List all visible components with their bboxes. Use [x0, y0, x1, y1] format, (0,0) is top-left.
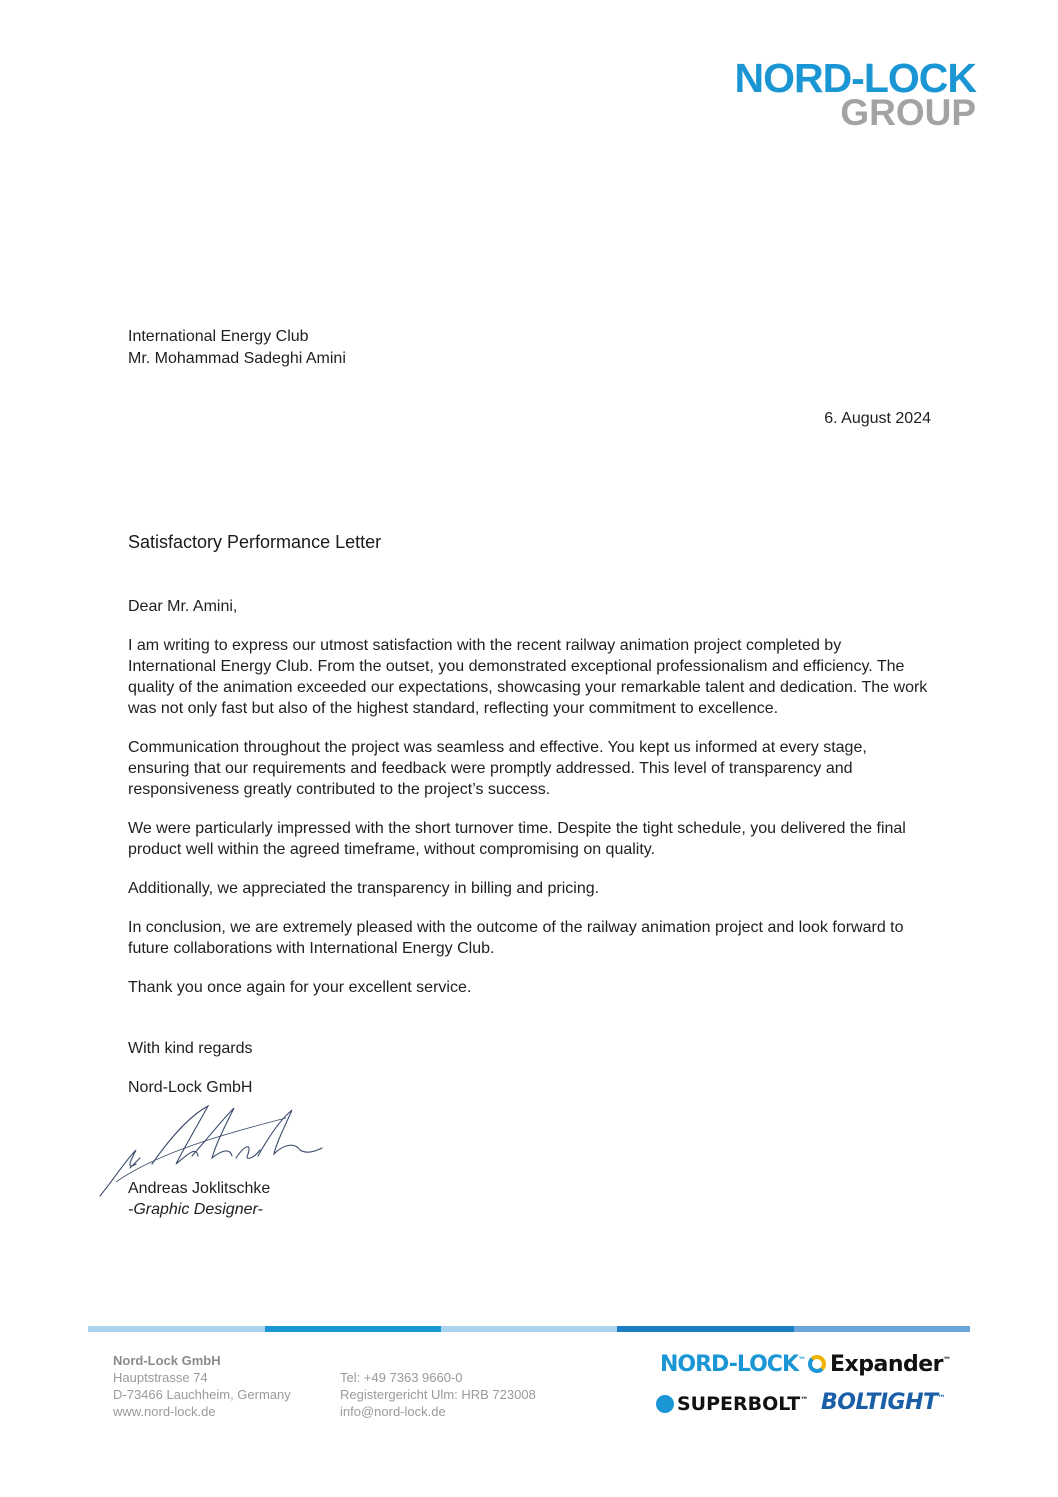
recipient-block — [128, 326, 346, 370]
brand-logo-expander — [808, 1352, 951, 1377]
footer-phone: Tel: +49 7363 9660-0 — [340, 1370, 463, 1385]
recipient-organization: International Energy Club — [128, 328, 309, 345]
signer-block — [128, 1178, 270, 1220]
superbolt-icon — [656, 1395, 674, 1413]
footer-contact — [340, 1369, 536, 1420]
footer-address — [113, 1352, 291, 1420]
footer-register: Registergericht Ulm: HRB 723008 — [340, 1387, 536, 1402]
logo-nord-lock: NORD-LOCK — [734, 55, 976, 101]
letter-date: 6. August 2024 — [824, 410, 931, 427]
brand-label: SUPERBOLT — [677, 1393, 801, 1415]
footer-company: Nord-Lock GmbH — [113, 1353, 221, 1368]
brand-label: Expander — [830, 1352, 943, 1377]
letter-subject: Satisfactory Performance Letter — [128, 532, 382, 552]
footer-email[interactable]: info@nord-lock.de — [340, 1404, 446, 1419]
closing: With kind regards — [128, 1040, 253, 1057]
trademark-mark: ™ — [800, 1395, 809, 1405]
paragraph: Additionally, we appreciated the transparency in billing and pricing. — [128, 880, 600, 897]
footer-bar-segment — [88, 1326, 265, 1332]
paragraph: In conclusion, we are extremely pleased with the outcome of the railway animation project and look forward to future collaborations with International Energy Club. — [128, 919, 904, 957]
letter-body — [128, 596, 928, 1016]
signoff-company: Nord-Lock GmbH — [128, 1079, 253, 1096]
footer-web[interactable]: www.nord-lock.de — [113, 1404, 216, 1419]
signer-name: Andreas Joklitschke — [128, 1180, 271, 1197]
salutation: Dear Mr. Amini, — [128, 598, 238, 615]
footer-bar-segment — [617, 1326, 794, 1332]
brand-logo-nord-lock — [660, 1352, 805, 1377]
trademark-mark: ™ — [937, 1393, 946, 1403]
trademark-mark: ™ — [943, 1355, 951, 1365]
brand-logo-superbolt — [656, 1393, 808, 1415]
signer-role: -Graphic Designer- — [128, 1201, 263, 1218]
brand-logo-boltight — [821, 1390, 945, 1415]
logo-group: GROUP — [840, 92, 976, 133]
footer-bar-segment — [265, 1326, 441, 1332]
paragraph: I am writing to express our utmost satisfaction with the recent railway animation project completed by International Energy Club. From the outset, you demonstrated exceptional professionalism and efficiency. The quality of the animation exceeded our expectations, showcasing your remarkable talent and dedication. The work was not only fast but also of the highest standard, reflecting your commitment to excellence. — [128, 637, 928, 717]
footer-street: Hauptstrasse 74 — [113, 1370, 208, 1385]
brand-label: BOLTIGHT — [821, 1390, 938, 1415]
footer-bar-segment — [441, 1326, 617, 1332]
footer-city: D-73466 Lauchheim, Germany — [113, 1387, 291, 1402]
footer-bar-segment — [794, 1326, 970, 1332]
paragraph: Thank you once again for your excellent service. — [128, 979, 472, 996]
brand-label: NORD-LOCK — [660, 1352, 798, 1377]
paragraph: Communication throughout the project was seamless and effective. You kept us informed at every stage, ensuring that our requirements and feedback were promptly addressed. This level of transparency and responsiveness greatly contributed to the project’s success. — [128, 739, 867, 798]
paragraph: We were particularly impressed with the short turnover time. Despite the tight schedule, you delivered the final product well within the agreed timeframe, without compromising on quality. — [128, 820, 906, 858]
expander-icon — [808, 1355, 826, 1373]
trademark-mark: ™ — [798, 1355, 805, 1365]
recipient-name: Mr. Mohammad Sadeghi Amini — [128, 350, 346, 367]
